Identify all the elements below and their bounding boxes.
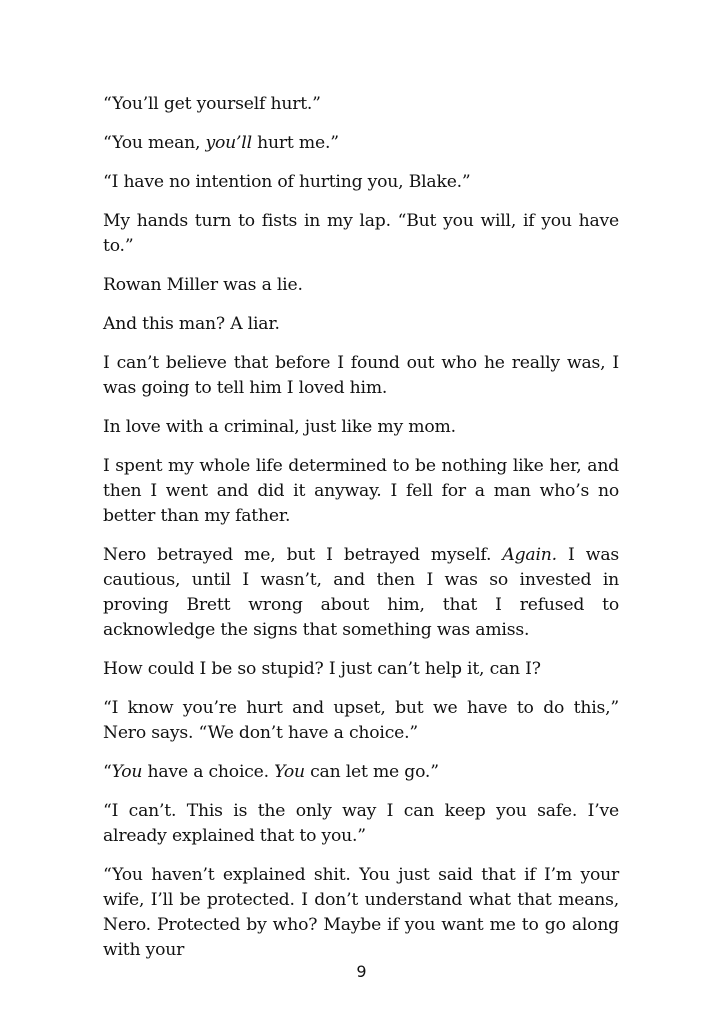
paragraph-text: have a choice. (142, 762, 275, 782)
paragraph (103, 415, 619, 440)
paragraph (103, 696, 619, 746)
paragraph-text: “You mean, (103, 133, 206, 153)
body-text (103, 92, 619, 963)
paragraph (103, 92, 619, 117)
page-number: 9 (356, 962, 367, 981)
paragraph-text: I can’t believe that before I found out who he really was, I was going to tell him I loved him. (103, 353, 619, 398)
paragraph (103, 312, 619, 337)
paragraph (103, 454, 619, 529)
paragraph-text: “ (103, 762, 112, 782)
paragraph-text: How could I be so stupid? I just can’t help it, can I? (103, 659, 541, 679)
paragraph (103, 799, 619, 849)
paragraph-text: “You haven’t explained shit. You just said that if I’m your wife, I’ll be protected. I don’t understand what that means, Nero. Protected by who? Maybe if you want me to go along with your (103, 865, 619, 960)
emphasis-text: You (111, 762, 143, 782)
paragraph-text: My hands turn to fists in my lap. “But you will, if you have to.” (103, 211, 619, 256)
paragraph-text: “I have no intention of hurting you, Blake.” (103, 172, 471, 192)
paragraph (103, 760, 619, 785)
paragraph (103, 543, 619, 643)
emphasis-text: Again. (502, 545, 557, 565)
paragraph (103, 863, 619, 963)
paragraph-text: “I know you’re hurt and upset, but we have to do this,” Nero says. “We don’t have a choice.” (103, 698, 619, 743)
paragraph-text: Nero betrayed me, but I betrayed myself. (103, 545, 503, 565)
paragraph (103, 170, 619, 195)
emphasis-text: you’ll (205, 133, 252, 153)
paragraph-text: “You’ll get yourself hurt.” (103, 94, 321, 114)
paragraph-text: And this man? A liar. (103, 314, 280, 334)
paragraph-text: I spent my whole life determined to be nothing like her, and then I went and did it anyway. I fell for a man who’s no better than my father. (103, 456, 619, 526)
paragraph-text: hurt me.” (251, 133, 339, 153)
paragraph (103, 273, 619, 298)
paragraph-text: In love with a criminal, just like my mom. (103, 417, 456, 437)
paragraph-text: can let me go.” (304, 762, 439, 782)
paragraph (103, 209, 619, 259)
paragraph-text: “I can’t. This is the only way I can keep you safe. I’ve already explained that to you.” (103, 801, 619, 846)
paragraph-text: Rowan Miller was a lie. (103, 275, 303, 295)
paragraph (103, 131, 619, 156)
paragraph (103, 351, 619, 401)
emphasis-text: You (274, 762, 305, 782)
paragraph-text: I was cautious, until I wasn’t, and then I was so invested in proving Brett wrong about him, that I refused to acknowledge the signs that something was amiss. (103, 545, 619, 640)
paragraph (103, 657, 619, 682)
